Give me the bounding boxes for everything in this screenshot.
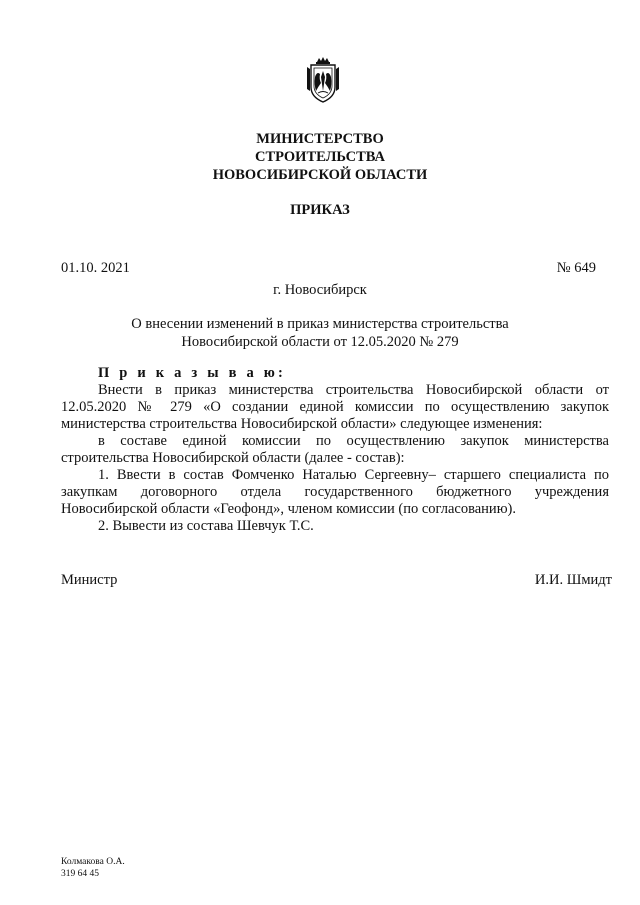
coat-of-arms-icon <box>306 57 340 103</box>
order-body <box>61 365 609 535</box>
executor-info <box>61 856 125 880</box>
subject-line-2: Новосибирской области от 12.05.2020 № 279 <box>181 334 459 350</box>
body-paragraph-2: в составе единой комиссии по осуществлению закупок министерства строительства Новосибирской области (далее - состав): <box>61 433 609 466</box>
order-subject <box>0 315 640 351</box>
body-paragraph-3: 1. Ввести в состав Фомченко Наталью Сергеевну– старшего специалиста по закупкам договорного отдела государственного бюджетного учреждения Новосибирской области «Геофонд», членом комиссии (по согласованию). <box>61 467 609 517</box>
order-number: № 649 <box>556 260 596 276</box>
header-construction: СТРОИТЕЛЬСТВА <box>254 149 386 165</box>
executor-phone: 319 64 45 <box>61 869 99 879</box>
body-paragraph-1: Внести в приказ министерства строительства Новосибирской области от 12.05.2020 № 279 «О создании единой комиссии по осуществлению закупок министерства строительства Новосибирской области» следующее изменения: <box>61 382 609 432</box>
executor-name: Колмакова О.А. <box>61 857 125 867</box>
order-title: ПРИКАЗ <box>290 202 350 218</box>
signature-name: И.И. Шмидт <box>534 572 612 588</box>
header-ministry: МИНИСТЕРСТВО <box>256 131 384 147</box>
orders-word: П р и к а з ы в а ю: <box>98 365 287 381</box>
header-region: НОВОСИБИРСКОЙ ОБЛАСТИ <box>212 167 428 183</box>
body-paragraph-4: 2. Вывести из состава Шевчук Т.С. <box>98 518 314 534</box>
signature-position: Министр <box>61 572 118 588</box>
order-date: 01.10. 2021 <box>61 260 130 276</box>
subject-line-1: О внесении изменений в приказ министерства строительства <box>131 316 509 332</box>
order-city: г. Новосибирск <box>273 282 367 298</box>
